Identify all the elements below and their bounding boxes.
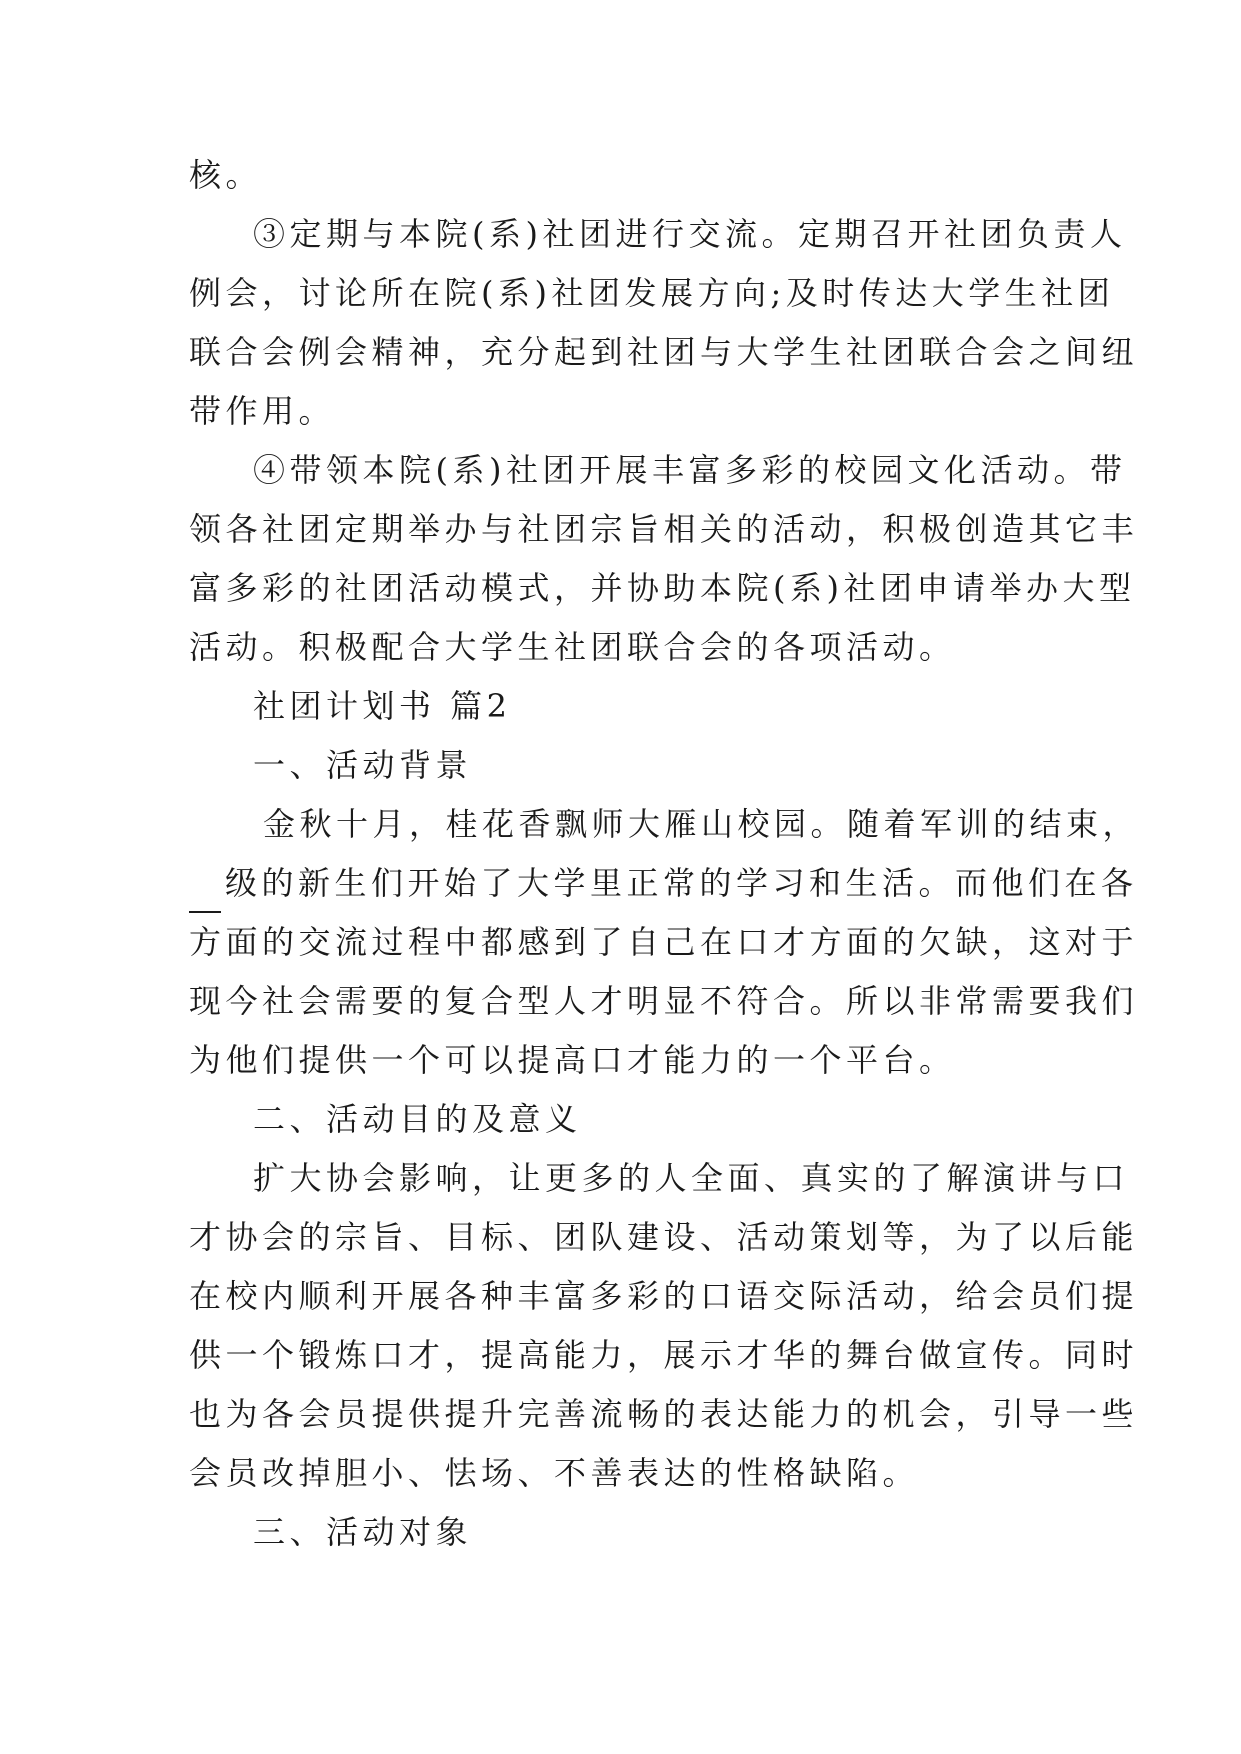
paragraph-line: 例会，讨论所在院(系)社团发展方向;及时传达大学生社团: [189, 274, 1115, 312]
section-title: 社团计划书 篇2: [253, 687, 512, 725]
paragraph-line: ③定期与本院(系)社团进行交流。定期召开社团负责人: [253, 215, 1127, 253]
paragraph-line: 领各社团定期举办与社团宗旨相关的活动，积极创造其它丰: [189, 510, 1139, 548]
paragraph-line: 富多彩的社团活动模式，并协助本院(系)社团申请举办大型: [189, 569, 1136, 607]
section-heading: 三、活动对象: [253, 1513, 473, 1551]
document-body: [189, 146, 1140, 1562]
paragraph-line: 扩大协会影响，让更多的人全面、真实的了解演讲与口: [253, 1159, 1130, 1197]
paragraph-line: 会员改掉胆小、怯场、不善表达的性格缺陷。: [189, 1454, 920, 1492]
paragraph-line: 带作用。: [189, 392, 336, 430]
paragraph-line: 才协会的宗旨、目标、团队建设、活动策划等，为了以后能: [189, 1218, 1139, 1256]
fill-in-blank: [189, 877, 221, 913]
paragraph-line: 方面的交流过程中都感到了自己在口才方面的欠缺，这对于: [189, 923, 1139, 961]
paragraph-line: 现今社会需要的复合型人才明显不符合。所以非常需要我们: [189, 982, 1139, 1020]
paragraph-line: 金秋十月，桂花香飘师大雁山校园。随着军训的结束，: [263, 805, 1140, 843]
paragraph-line: 核。: [189, 156, 263, 194]
section-heading: 二、活动目的及意义: [253, 1100, 582, 1138]
section-heading: 一、活动背景: [253, 746, 473, 784]
paragraph-line: 供一个锻炼口才，提高能力，展示才华的舞台做宣传。同时: [189, 1336, 1139, 1374]
paragraph-line-text: 级的新生们开始了大学里正常的学习和生活。而他们在各: [225, 864, 1138, 902]
paragraph-line: 也为各会员提供提升完善流畅的表达能力的机会，引导一些: [189, 1395, 1139, 1433]
paragraph-line: ④带领本院(系)社团开展丰富多彩的校园文化活动。带: [253, 451, 1127, 489]
paragraph-line: 在校内顺利开展各种丰富多彩的口语交际活动，给会员们提: [189, 1277, 1139, 1315]
paragraph-line: 活动。积极配合大学生社团联合会的各项活动。: [189, 628, 956, 666]
paragraph-line: 联合会例会精神，充分起到社团与大学生社团联合会之间纽: [189, 333, 1139, 371]
paragraph-line-with-blank: [189, 854, 1138, 913]
paragraph-line: 为他们提供一个可以提高口才能力的一个平台。: [189, 1041, 956, 1079]
